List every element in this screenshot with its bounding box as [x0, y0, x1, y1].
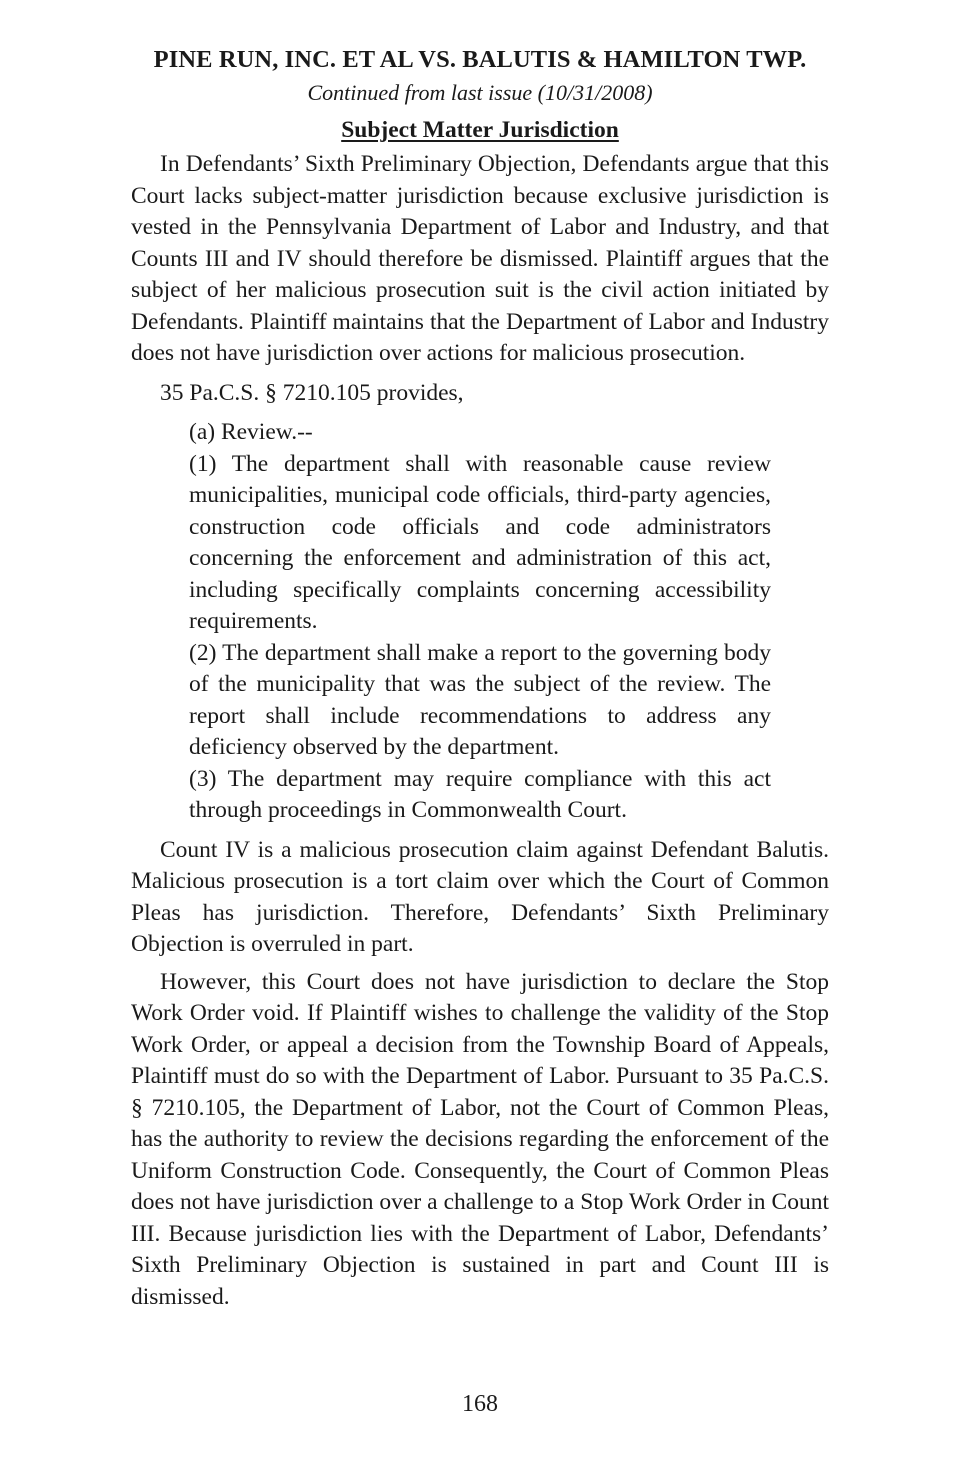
paragraph-count-iv: Count IV is a malicious prosecution claim against Defendant Balutis. Malicious prosecution is a tort claim over which the Court of Common Pleas has jurisdiction. Therefore, Defendants’ Sixth Preliminary Objection is overruled in part.: [131, 836, 829, 957]
section-heading: Subject Matter Jurisdiction: [341, 117, 619, 143]
statute-item-2: (2) The department shall make a report to the governing body of the municipality that was the subject of the review. The report shall include recommendations to address any deficiency observed by the department.: [189, 639, 771, 760]
continued-note: Continued from last issue (10/31/2008): [307, 80, 653, 105]
statute-item-3: (3) The department may require compliance with this act through proceedings in Commonwealth Court.: [189, 765, 771, 823]
paragraph-stop-work-order: However, this Court does not have jurisdiction to declare the Stop Work Order void. If Plaintiff wishes to challenge the validity of the Stop Work Order, or appeal a decision from the Township Board of Appeals, Plaintiff must do so with the Department of Labor. Pursuant to 35 Pa.C.S. § 7210.105, the Department of Labor, not the Court of Common Pleas, has the authority to review the decisions regarding the enforcement of the Uniform Construction Code. Consequently, the Court of Common Pleas does not have jurisdiction over a challenge to a Stop Work Order in Count III. Because jurisdiction lies with the Department of Labor, Defendants’ Sixth Preliminary Objection is sustained in part and Count III is dismissed.: [131, 968, 829, 1310]
statute-intro: 35 Pa.C.S. § 7210.105 provides,: [160, 379, 464, 406]
page-number: 168: [462, 1391, 498, 1417]
statute-subsection-a: (a) Review.--: [189, 419, 313, 445]
statute-item-1: (1) The department shall with reasonable cause review municipalities, municipal code officials, third-party agencies, construction code officials and code administrators concerning the enforcement and administration of this act, including specifically complaints concerning accessibility requirements.: [189, 450, 771, 634]
document-page: [131, 42, 829, 1313]
statute-block-quote: [189, 417, 771, 827]
case-title: PINE RUN, INC. ET AL VS. BALUTIS & HAMILTON TWP.: [153, 46, 807, 73]
paragraph-sixth-objection: In Defendants’ Sixth Preliminary Objection, Defendants argue that this Court lacks subject-matter jurisdiction because exclusive jurisdiction is vested in the Pennsylvania Department of Labor and Industry, and that Counts III and IV should therefore be dismissed. Plaintiff argues that the subject of her malicious prosecution suit is the civil action initiated by Defendants. Plaintiff maintains that the Department of Labor and Industry does not have jurisdiction over actions for malicious prosecution.: [131, 151, 829, 366]
